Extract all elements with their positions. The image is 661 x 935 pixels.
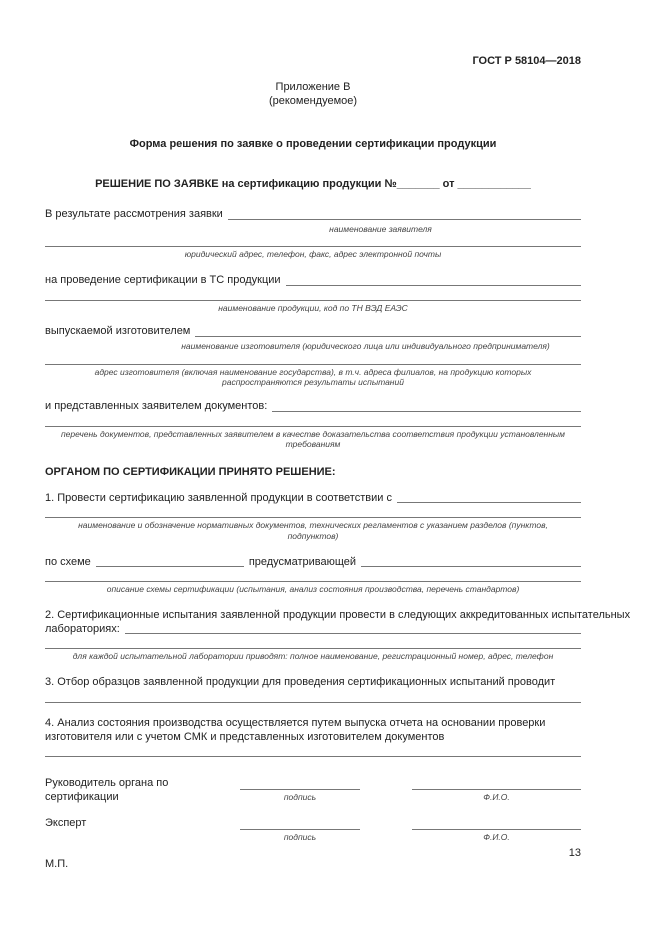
head-name-caption: Ф.И.О. [483,792,510,803]
head-signature-block [240,777,360,803]
laboratories-caption: для каждой испытательной лаборатории приводят: полное наименование, регистрационный номер, адрес, телефон [72,651,554,662]
documents-list-blank [45,414,581,427]
scheme-label-2: предусматривающей [248,555,357,568]
head-name-blank [412,777,581,790]
item2-line1: 2. Сертификационные испытания заявленной продукции провести в следующих аккредитованных испытательных [45,608,631,621]
application-review-label: В результате рассмотрения заявки [45,207,223,220]
standard-reference: ГОСТ Р 58104—2018 [472,55,581,67]
scheme-description-blank [361,556,581,568]
appendix-note: (рекомендуемое) [268,94,358,107]
documents-blank [272,400,581,412]
scheme-label: по схеме [45,555,91,568]
page-number: 13 [568,847,581,860]
item1-blank [397,492,581,504]
laboratories-blank-2 [45,636,581,649]
stamp-place-label: М.П. [45,858,69,871]
sampling-blank [45,690,581,703]
product-name-blank [286,274,581,286]
item1-row [45,492,581,506]
certification-row [45,274,581,288]
head-signature-label: Руководитель органа по сертификации [45,777,169,803]
expert-name-block [412,817,581,843]
item1-label: 1. Провести сертификацию заявленной продукции в соответствии с [45,491,392,504]
expert-signature-label: Эксперт [45,816,87,829]
scheme-row [45,556,581,570]
decision-section-heading: ОРГАНОМ ПО СЕРТИФИКАЦИИ ПРИНЯТО РЕШЕНИЕ: [45,465,336,478]
manufacturer-name-blank [195,325,581,337]
manufacturer-row [45,325,581,339]
product-name-caption: наименование продукции, код по ТН ВЭД ЕАЭС [218,302,408,313]
documents-row [45,400,581,414]
product-name-blank-2 [45,288,581,301]
documents-label: и представленных заявителем документов: [45,399,268,412]
decision-heading: РЕШЕНИЕ ПО ЗАЯВКЕ на сертификацию продукции №_______ от ____________ [95,178,531,190]
head-signature-caption: подпись [283,792,317,803]
scheme-caption: описание схемы сертификации (испытания, анализ состояния производства, перечень стандартов) [106,584,520,595]
form-title: Форма решения по заявке о проведении сертификации продукции [129,138,497,151]
applicant-name-caption: наименование заявителя [329,223,432,234]
normative-docs-blank [45,505,581,518]
item2-row [45,623,581,637]
item3-label: 3. Отбор образцов заявленной продукции для проведения сертификационных испытаний проводит [45,676,556,688]
scheme-description-blank-2 [45,569,581,582]
item2-line2-label: лабораториях: [45,622,120,635]
expert-signature-row [45,817,581,843]
laboratories-blank [125,623,581,635]
scheme-number-blank [96,556,244,568]
manufacturer-address-caption: адрес изготовителя (включая наименование государства), в т.ч. адреса филиалов, на продукцию которых распространяются результаты испытаний [94,366,532,388]
application-review-row [45,208,581,222]
legal-address-blank [45,234,581,247]
manufacturer-address-blank [45,352,581,365]
head-name-block [412,777,581,803]
applicant-name-blank [228,208,581,220]
head-signature-blank [240,777,360,790]
normative-docs-caption: наименование и обозначение нормативных документов, технических регламентов с указанием разделов (пунктов, подпунктов) [78,520,548,541]
production-analysis-blank [45,744,581,757]
manufacturer-name-caption: наименование изготовителя (юридического лица или индивидуального предпринимателя) [181,340,550,351]
appendix-title: Приложение В [275,80,351,93]
legal-address-caption: юридический адрес, телефон, факс, адрес электронной почты [184,249,442,260]
expert-signature-caption: подпись [283,831,317,842]
item4-text: 4. Анализ состояния производства осуществляется путем выпуска отчета на основании проверки изготовителя или с учетом СМК и представленных изготовителем документов [45,716,546,743]
expert-signature-blank [240,817,360,830]
documents-list-caption: перечень документов, представленных заявителем в качестве доказательства соответствия продукции установленным требованиям [61,428,565,450]
expert-name-blank [412,817,581,830]
expert-name-caption: Ф.И.О. [483,831,510,842]
manufacturer-label: выпускаемой изготовителем [45,325,191,338]
certification-label: на проведение сертификации в ТС продукции [45,273,281,286]
head-signature-row [45,777,581,805]
expert-signature-block [240,817,360,843]
